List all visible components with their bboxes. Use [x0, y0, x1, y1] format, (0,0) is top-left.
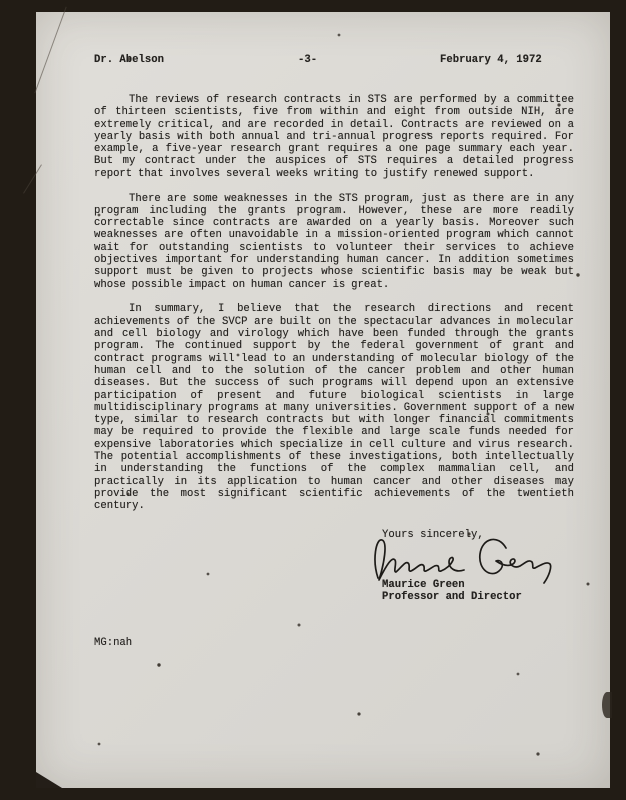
- scan-noise: [36, 12, 38, 14]
- salutation: Yours sincerely,: [382, 528, 484, 541]
- closing-block: [382, 529, 574, 604]
- paper-crease: [23, 164, 42, 193]
- corner-shadow: [36, 768, 62, 788]
- letter-date: February 4, 1972: [440, 54, 542, 66]
- edge-blotch: [602, 692, 612, 718]
- paper-crease: [34, 7, 66, 94]
- signer-title: Professor and Director: [382, 591, 522, 604]
- reference-initials: MG:nah: [94, 637, 133, 650]
- letter-page: [36, 12, 610, 788]
- paragraph-weaknesses: There are some weaknesses in the STS program, just as there are in any program including the grants program. However, these are more readily correctable since contracts are awarded on a yearly basis. Moreover such weaknesses are often unavoidable in a mission-oriented program which cannot wait for outstanding scientists to volunteer their services to achieve objectives important for understanding human cancer. In addition sometimes support must be given to projects whose scientific basis may be weak but whose possible impact on human cancer is great.: [94, 192, 574, 291]
- page-number: -3-: [298, 54, 318, 66]
- letter-body: [94, 54, 574, 650]
- signer-name: Maurice Green: [382, 578, 465, 591]
- paragraph-reviews: The reviews of research contracts in STS are performed by a committee of thirteen scientists, five from within and eight from outside NIH, are extremely critical, and are recorded in detail. Contracts are reviewed on a yearly basis with both annual and tri-annual progress reports required. For example, a five-year research grant requires a one page summary each year. But my contract under the auspices of STS requires a detailed progress report that involves several weeks writing to justify renewed support.: [94, 94, 574, 180]
- letter-header: [94, 54, 574, 67]
- paragraph-summary: In summary, I believe that the research directions and recent achievements of the SVCP are built on the spectacular advances in molecular and cell biology and virology which have been funded through the grants program. The continued support by the federal government of grant and contract programs will lead to an understanding of molecular biology of the human cell and to the solution of the cancer problem and other human diseases. But the success of such programs will depend upon an extensive participation of present and future biological scientists in large multidisciplinary programs at many universities. Government support of a new type, similar to research contracts but with longer financial commitments may be required to provide the flexible and large scale funds needed for expensive laboratories which specialize in cell culture and virus research. The potential accomplishments of these investigations, both intellectually in understanding the functions of the complex mammalian cell, and practically in its application to human cancer and other diseases may provide the most significant scientific achievements of the twentieth century.: [94, 303, 574, 513]
- addressee: Dr. Abelson: [94, 54, 164, 66]
